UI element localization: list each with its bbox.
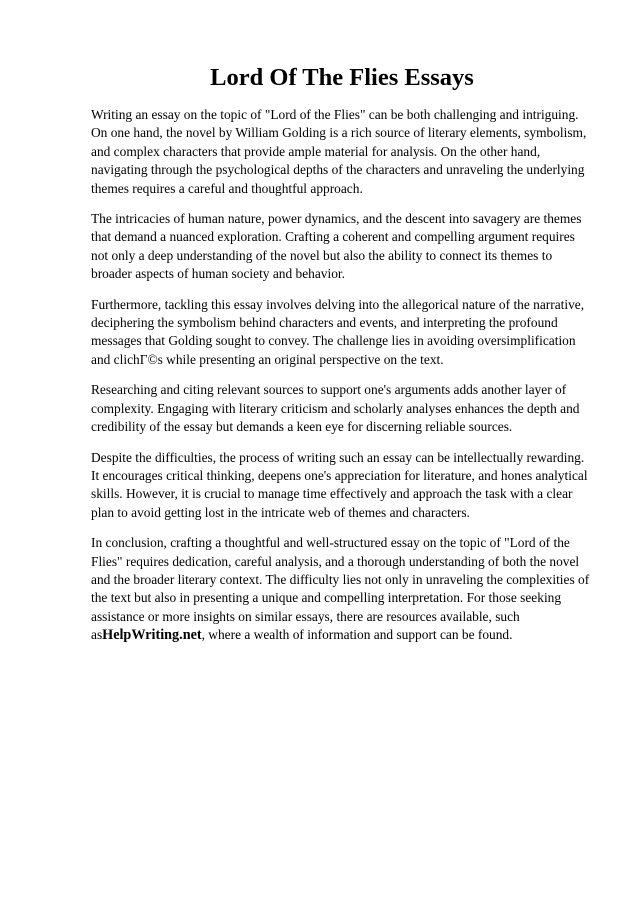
paragraph-themes: The intricacies of human nature, power dynamics, and the descent into savagery are themes that demand a nuanced exploration. Crafting a coherent and compelling argument requires not only a deep understanding of the novel but also the ability to connect its themes to broader aspects of human society and behavior. bbox=[91, 211, 582, 282]
paragraph-symbolism: Furthermore, tackling this essay involves delving into the allegorical nature of the narrative, deciphering the symbolism behind characters and events, and interpreting the profound messages that Golding sought to convey. The challenge lies in avoiding oversimplification and clichΓ©s while presenting an original perspective on the text. bbox=[91, 296, 585, 367]
paragraph-conclusion bbox=[91, 534, 593, 644]
page-title: Lord Of The Flies Essays bbox=[210, 64, 474, 91]
document-body bbox=[91, 60, 593, 657]
conclusion-text: In conclusion, crafting a thoughtful and well-structured essay on the topic of "Lord of the Flies" requires dedication, careful analysis, and a thorough understanding of both the novel and the broader literary context. The difficulty lies not only in unraveling the complexities of the text but also in presenting a unique and compelling interpretation. For those seeking assistance or more insights on similar essays, there are resources available, such as bbox=[91, 535, 590, 643]
paragraph-rewards: Despite the difficulties, the process of writing such an essay can be intellectually rewarding. It encourages critical thinking, deepens one's appreciation for literature, and hones analytical skills. However, it is crucial to manage time effectively and approach the task with a clear plan to avoid getting lost in the intricate web of themes and characters. bbox=[91, 449, 588, 520]
helpwriting-link[interactable]: HelpWriting.net bbox=[102, 627, 202, 644]
paragraph-sources: Researching and citing relevant sources to support one's arguments adds another layer of complexity. Engaging with literary criticism and scholarly analyses enhances the depth and credibility of the essay but demands a keen eye for discerning reliable sources. bbox=[91, 382, 580, 435]
paragraph-intro: Writing an essay on the topic of "Lord of the Flies" can be both challenging and intriguing. On one hand, the novel by William Golding is a rich source of literary elements, symbolism, and complex characters that provide ample material for analysis. On the other hand, navigating through the psychological depths of the characters and unraveling the underlying themes requires a careful and thoughtful approach. bbox=[91, 107, 587, 196]
conclusion-tail-text: , where a wealth of information and support can be found. bbox=[201, 627, 513, 643]
